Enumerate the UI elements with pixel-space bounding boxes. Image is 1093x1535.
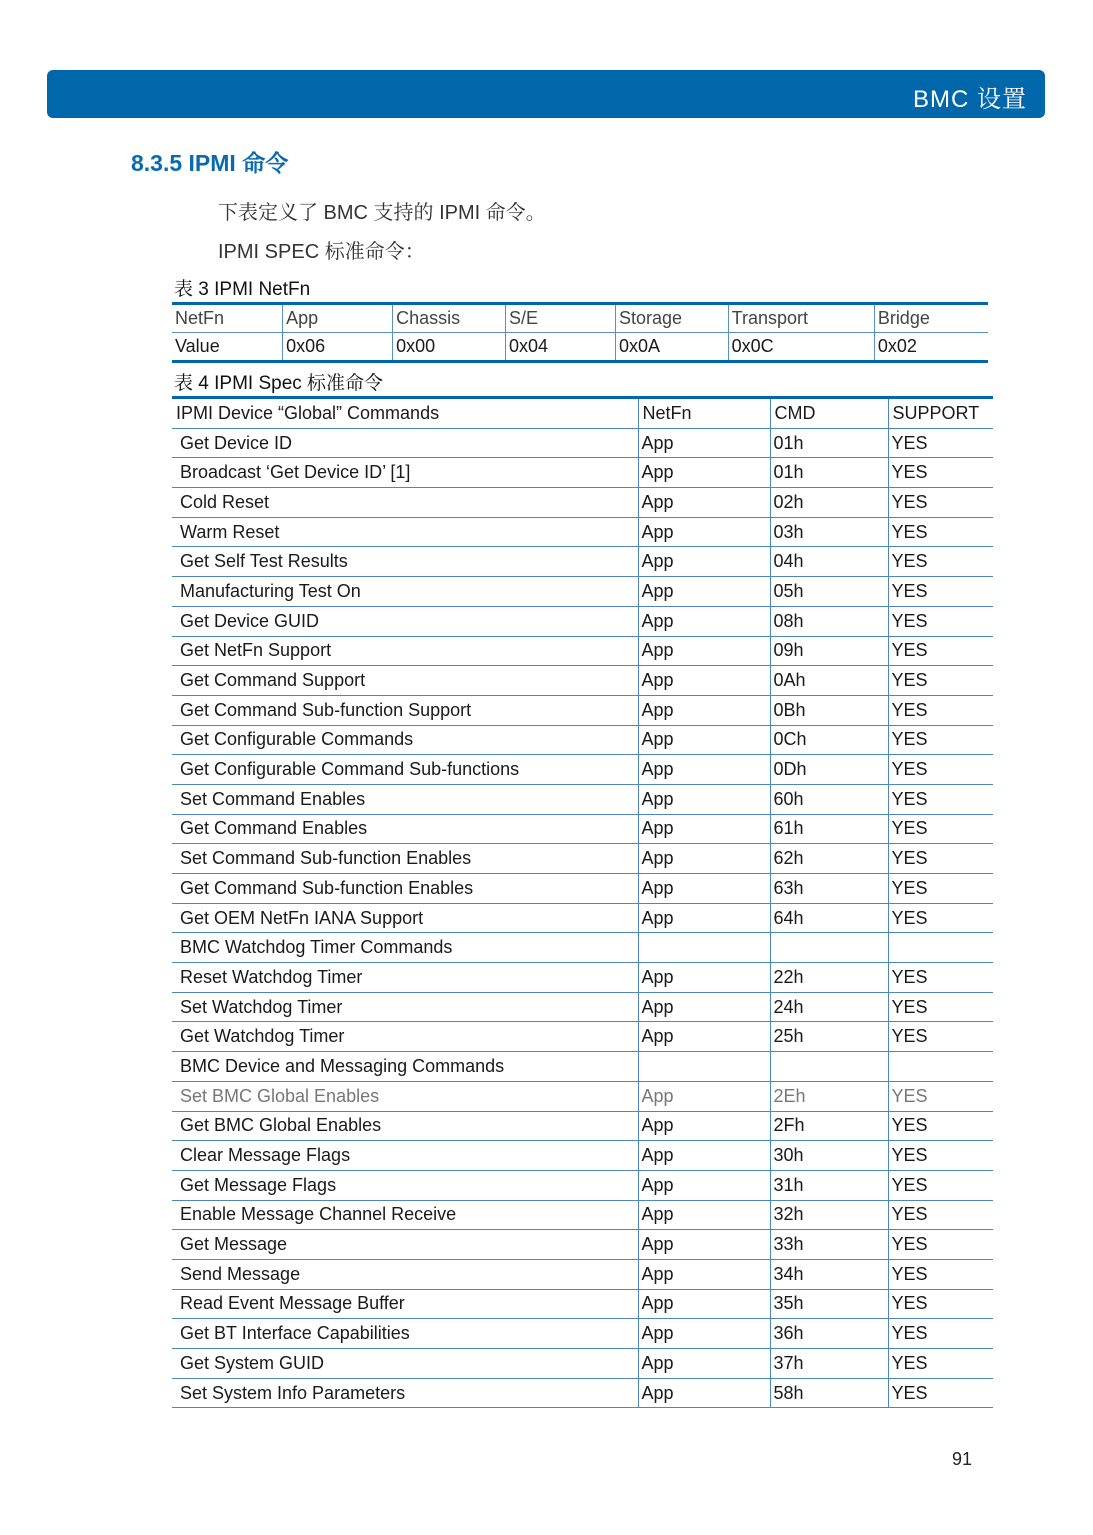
table-row <box>172 547 993 577</box>
table-cell: App <box>638 1319 770 1349</box>
table-cell: YES <box>888 577 993 607</box>
table-cell: YES <box>888 517 993 547</box>
table-cell: App <box>638 903 770 933</box>
table-row <box>172 695 993 725</box>
table-cell: 63h <box>770 874 888 904</box>
table-cell: YES <box>888 755 993 785</box>
table-cell: Get Command Support <box>172 666 638 696</box>
table-cell: 62h <box>770 844 888 874</box>
table-cell: 2Fh <box>770 1111 888 1141</box>
table-cell: 08h <box>770 606 888 636</box>
table-cell: App <box>638 458 770 488</box>
section-title: 8.3.5 IPMI 命令 <box>131 150 289 176</box>
table-cell: 0Ch <box>770 725 888 755</box>
table-cell: App <box>638 1141 770 1171</box>
table-row <box>172 725 993 755</box>
table-row <box>172 992 993 1022</box>
table-cell: App <box>638 874 770 904</box>
table-row <box>172 874 993 904</box>
table-row <box>172 333 988 362</box>
table-cell: YES <box>888 1289 993 1319</box>
table-cell <box>888 933 993 963</box>
table-cell: 0Ah <box>770 666 888 696</box>
table-row <box>172 636 993 666</box>
table-row <box>172 1378 993 1408</box>
table-cell: App <box>638 517 770 547</box>
table-row <box>172 844 993 874</box>
table-cell: Get Command Sub-function Support <box>172 695 638 725</box>
table-cell: YES <box>888 547 993 577</box>
table-cell: App <box>638 725 770 755</box>
table-cell: 0x00 <box>393 333 506 362</box>
table-cell: BMC Watchdog Timer Commands <box>172 933 638 963</box>
table-cell: Storage <box>615 304 728 333</box>
table-row <box>172 428 993 458</box>
table-row <box>172 577 993 607</box>
table-cell: App <box>638 577 770 607</box>
table-cell: 0x0A <box>615 333 728 362</box>
table-cell: YES <box>888 1141 993 1171</box>
table-cell: App <box>638 1022 770 1052</box>
table-cell: YES <box>888 992 993 1022</box>
table-row <box>172 1289 993 1319</box>
table-cell: 0x06 <box>283 333 393 362</box>
table-cell: 05h <box>770 577 888 607</box>
table-cell: YES <box>888 1022 993 1052</box>
table-cell: App <box>638 844 770 874</box>
table-cell: YES <box>888 666 993 696</box>
table-cell: App <box>638 784 770 814</box>
table-cell: App <box>638 1230 770 1260</box>
intro-subtitle: IPMI SPEC 标准命令： <box>218 241 425 263</box>
table-cell: 22h <box>770 963 888 993</box>
table-row <box>172 1349 993 1379</box>
table-cell: 64h <box>770 903 888 933</box>
table-cell: App <box>638 666 770 696</box>
table-cell: 34h <box>770 1259 888 1289</box>
table-row <box>172 666 993 696</box>
table-cell: Get OEM NetFn IANA Support <box>172 903 638 933</box>
table-cell: YES <box>888 963 993 993</box>
table3-caption: 表 3 IPMI NetFn <box>174 279 311 300</box>
table-cell: App <box>638 992 770 1022</box>
table-cell <box>638 933 770 963</box>
table-cell: Transport <box>728 304 874 333</box>
table-cell: 37h <box>770 1349 888 1379</box>
table-row <box>172 1022 993 1052</box>
table-cell: App <box>638 814 770 844</box>
intro-text: 下表定义了 BMC 支持的 IPMI 命令。 <box>218 202 546 224</box>
table-row <box>172 488 993 518</box>
table-cell: App <box>638 1200 770 1230</box>
table-cell: App <box>638 547 770 577</box>
table-cell: YES <box>888 1200 993 1230</box>
table-cell: YES <box>888 844 993 874</box>
table-cell: Set BMC Global Enables <box>172 1081 638 1111</box>
table-cell: Get Command Sub-function Enables <box>172 874 638 904</box>
table-cell <box>638 1052 770 1082</box>
table-cell: 04h <box>770 547 888 577</box>
table-row <box>172 814 993 844</box>
table-row <box>172 517 993 547</box>
table-cell: YES <box>888 488 993 518</box>
table-cell: YES <box>888 814 993 844</box>
table-row <box>172 1230 993 1260</box>
table-cell: Reset Watchdog Timer <box>172 963 638 993</box>
table-cell: 35h <box>770 1289 888 1319</box>
table-cell: 36h <box>770 1319 888 1349</box>
table-cell: 0Dh <box>770 755 888 785</box>
table-cell: BMC Device and Messaging Commands <box>172 1052 638 1082</box>
table-cell: Get NetFn Support <box>172 636 638 666</box>
table-cell: App <box>638 1378 770 1408</box>
table-cell: YES <box>888 874 993 904</box>
page-number: 91 <box>951 1449 972 1469</box>
table-cell: 60h <box>770 784 888 814</box>
table-row <box>172 1200 993 1230</box>
table-cell: 0x02 <box>874 333 988 362</box>
table-cell: Chassis <box>393 304 506 333</box>
table-cell: 25h <box>770 1022 888 1052</box>
table-header-row <box>172 398 993 429</box>
table-cell: YES <box>888 1259 993 1289</box>
table-cell: Value <box>175 336 220 356</box>
table-cell: YES <box>888 1378 993 1408</box>
table-cell: YES <box>888 606 993 636</box>
table-cell: Enable Message Channel Receive <box>172 1200 638 1230</box>
table-cell: YES <box>888 1349 993 1379</box>
table-cell: 01h <box>770 458 888 488</box>
table-cell: S/E <box>505 304 615 333</box>
column-header: CMD <box>770 398 888 429</box>
table-cell: 2Eh <box>770 1081 888 1111</box>
table-cell: YES <box>888 1319 993 1349</box>
table-row <box>172 963 993 993</box>
table-cell <box>888 1052 993 1082</box>
table-cell: App <box>638 1111 770 1141</box>
table-cell: Set Command Enables <box>172 784 638 814</box>
table-cell: 58h <box>770 1378 888 1408</box>
table-cell: 01h <box>770 428 888 458</box>
table-cell: Set Command Sub-function Enables <box>172 844 638 874</box>
table-cell: Clear Message Flags <box>172 1141 638 1171</box>
table-cell: Read Event Message Buffer <box>172 1289 638 1319</box>
table-cell: App <box>638 1170 770 1200</box>
table-cell: YES <box>888 1170 993 1200</box>
table-cell: Get Command Enables <box>172 814 638 844</box>
table-cell: App <box>638 755 770 785</box>
table-cell: Get Configurable Command Sub-functions <box>172 755 638 785</box>
table-row <box>172 1319 993 1349</box>
table-cell <box>770 1052 888 1082</box>
table-cell: App <box>638 1289 770 1319</box>
table-cell: Get Device GUID <box>172 606 638 636</box>
table-row <box>172 903 993 933</box>
table-cell: 0x04 <box>505 333 615 362</box>
table-row <box>172 606 993 636</box>
table-cell: Get Device ID <box>172 428 638 458</box>
column-header: SUPPORT <box>888 398 993 429</box>
table-cell: App <box>638 1349 770 1379</box>
table-row <box>172 1170 993 1200</box>
column-header: NetFn <box>638 398 770 429</box>
table-cell: App <box>638 963 770 993</box>
table-cell: Get System GUID <box>172 1349 638 1379</box>
table-cell: YES <box>888 784 993 814</box>
table-cell: App <box>638 695 770 725</box>
table-cell: NetFn <box>172 304 283 333</box>
table-row <box>172 458 993 488</box>
table-cell: Send Message <box>172 1259 638 1289</box>
chapter-title: BMC 设置 <box>913 86 1027 113</box>
table-cell: YES <box>888 725 993 755</box>
table-cell: Broadcast ‘Get Device ID’ [1] <box>172 458 638 488</box>
table-row <box>172 1141 993 1171</box>
table-cell: Manufacturing Test On <box>172 577 638 607</box>
table4-caption: 表 4 IPMI Spec 标准命令 <box>174 373 384 394</box>
table-cell: YES <box>888 636 993 666</box>
table-cell: 0Bh <box>770 695 888 725</box>
table-cell: App <box>638 1081 770 1111</box>
table-cell: 31h <box>770 1170 888 1200</box>
table-cell: YES <box>888 1230 993 1260</box>
table-cell: App <box>638 1259 770 1289</box>
table-cell: YES <box>888 903 993 933</box>
table-cell: 33h <box>770 1230 888 1260</box>
table-cell: Bridge <box>874 304 988 333</box>
netfn-table <box>172 302 988 363</box>
table-cell: Cold Reset <box>172 488 638 518</box>
table-row <box>172 933 993 963</box>
table-cell: YES <box>888 458 993 488</box>
table-row <box>172 1081 993 1111</box>
table-row <box>172 1052 993 1082</box>
table-cell: 24h <box>770 992 888 1022</box>
table-cell: Get Message <box>172 1230 638 1260</box>
table-cell: Get BMC Global Enables <box>172 1111 638 1141</box>
table-cell: Get Watchdog Timer <box>172 1022 638 1052</box>
table-cell: Get Message Flags <box>172 1170 638 1200</box>
table-cell: App <box>638 428 770 458</box>
table-row <box>172 755 993 785</box>
table-cell: 30h <box>770 1141 888 1171</box>
table-cell <box>770 933 888 963</box>
ipmi-command-table <box>172 396 993 1408</box>
table-cell: 09h <box>770 636 888 666</box>
table-cell: App <box>283 304 393 333</box>
table-row <box>172 784 993 814</box>
table-cell: 32h <box>770 1200 888 1230</box>
table-cell: YES <box>888 695 993 725</box>
table-row <box>172 1111 993 1141</box>
table-cell: 02h <box>770 488 888 518</box>
column-header: IPMI Device “Global” Commands <box>172 398 638 429</box>
table-cell: App <box>638 488 770 518</box>
table-cell: Set Watchdog Timer <box>172 992 638 1022</box>
table-cell: YES <box>888 428 993 458</box>
table-cell: 03h <box>770 517 888 547</box>
table-cell: Get Configurable Commands <box>172 725 638 755</box>
table-row <box>172 1259 993 1289</box>
table-cell: YES <box>888 1081 993 1111</box>
table-cell: YES <box>888 1111 993 1141</box>
table-cell: App <box>638 636 770 666</box>
table-cell: Warm Reset <box>172 517 638 547</box>
table-cell: App <box>638 606 770 636</box>
table-row <box>172 304 988 333</box>
header-banner <box>47 70 1045 118</box>
table-cell: 0x0C <box>728 333 874 362</box>
table-cell: Set System Info Parameters <box>172 1378 638 1408</box>
table-cell: Get BT Interface Capabilities <box>172 1319 638 1349</box>
table-cell: 61h <box>770 814 888 844</box>
table-cell: Get Self Test Results <box>172 547 638 577</box>
